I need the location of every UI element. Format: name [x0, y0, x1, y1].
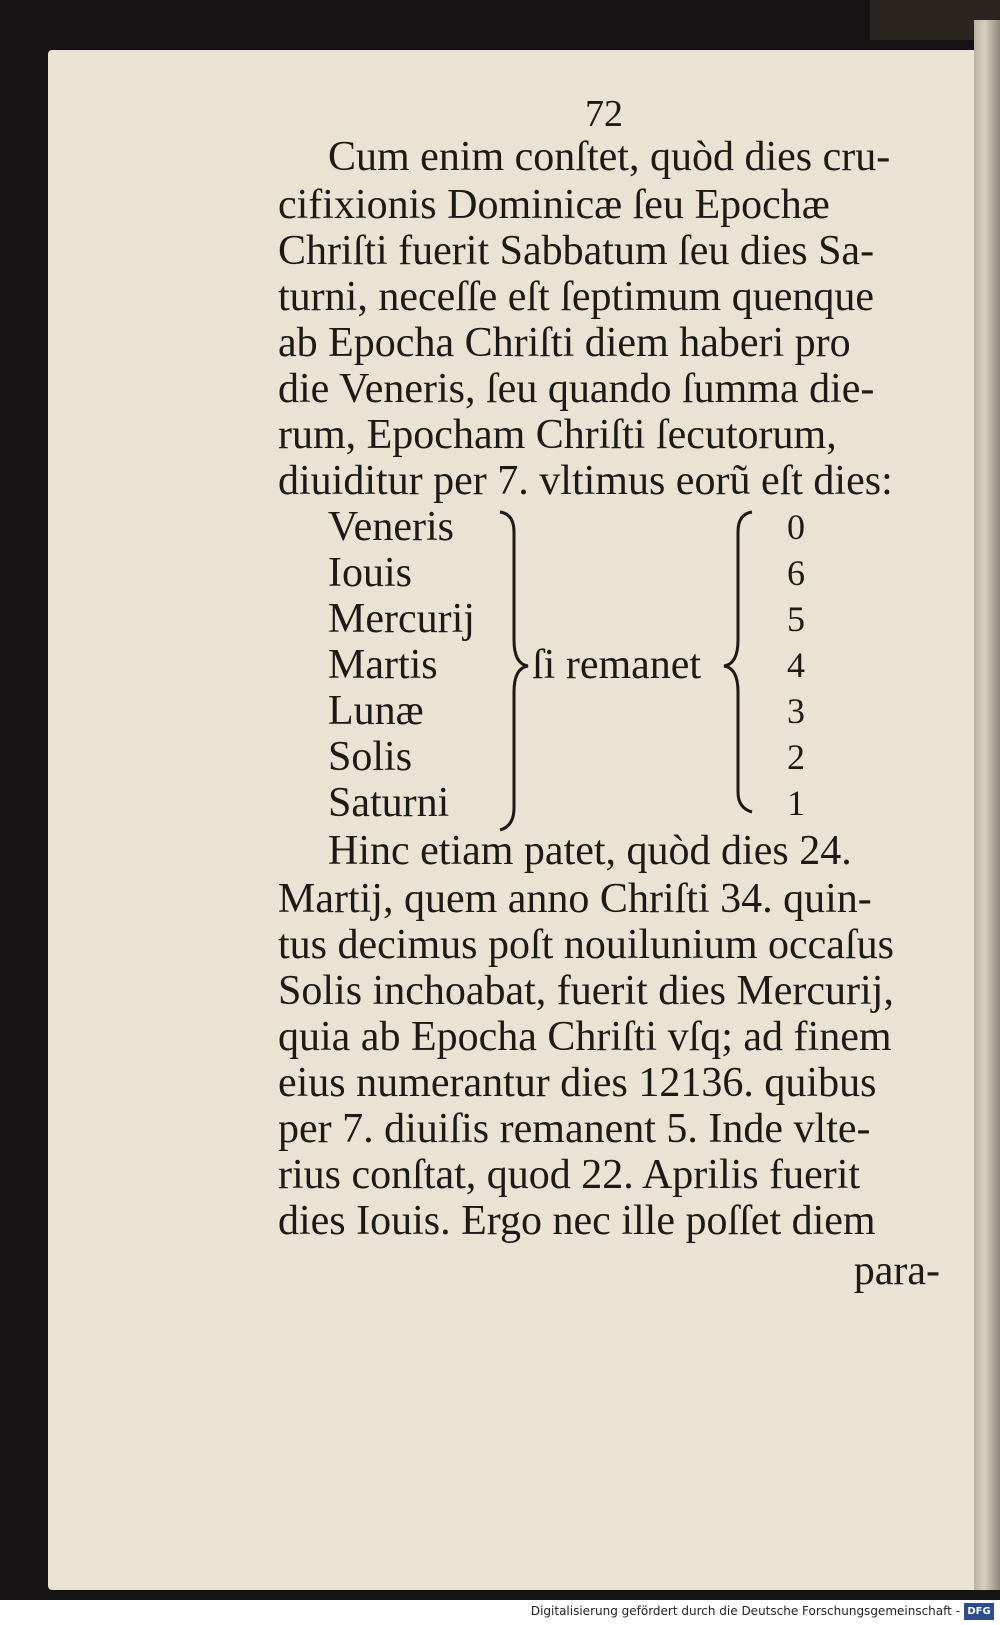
- page-number: 72: [585, 93, 623, 135]
- remainder-number: 6: [787, 553, 805, 593]
- remainder-number: 3: [787, 691, 805, 731]
- text-line: per 7. diuiſis remanent 5. Inde vlte-: [278, 1106, 871, 1152]
- remainder-label: ſi remanet: [532, 642, 702, 688]
- text-line: Solis inchoabat, fuerit dies Mercurij,: [278, 968, 894, 1014]
- text-line: quia ab Epocha Chriſti vſq; ad finem: [278, 1014, 892, 1060]
- remainder-number: 4: [787, 645, 805, 685]
- text-line: Cum enim conſtet, quòd dies cru-: [328, 134, 891, 180]
- day-name: Solis: [328, 734, 413, 780]
- text-line: tus decimus poſt nouilunium occaſus: [278, 922, 894, 968]
- text-line: ab Epocha Chriſti diem haberi pro: [278, 320, 851, 366]
- remainder-number: 0: [787, 507, 805, 547]
- right-brace: [724, 512, 752, 812]
- footer-credit: Digitalisierung gefördert durch die Deutsche Forschungsgemeinschaft -: [530, 1604, 960, 1618]
- text-line: rius conſtat, quod 22. Aprilis fuerit: [278, 1152, 861, 1198]
- day-name: Lunæ: [328, 688, 424, 734]
- day-name: Veneris: [328, 504, 454, 550]
- text-line: turni, neceſſe eſt ſeptimum quenque: [278, 274, 874, 320]
- remainder-number: 2: [787, 737, 805, 777]
- day-name: Saturni: [328, 780, 450, 826]
- remainder-number: 1: [787, 783, 805, 823]
- day-name: Iouis: [328, 550, 412, 596]
- catchword: para-: [853, 1248, 940, 1294]
- text-line: rum, Epocham Chriſti ſecutorum,: [278, 412, 837, 458]
- day-name: Mercurij: [328, 596, 475, 642]
- remainder-number: 5: [787, 599, 805, 639]
- text-line: dies Iouis. Ergo nec ille poſſet diem: [278, 1198, 876, 1244]
- text-line: Chriſti fuerit Sabbatum ſeu dies Sa-: [278, 228, 875, 274]
- dfg-logo: DFG: [964, 1603, 994, 1620]
- text-line: diuiditur per 7. vltimus eorũ eſt dies:: [278, 458, 893, 504]
- left-brace: [500, 512, 528, 830]
- text-line: die Veneris, ſeu quando ſumma die-: [278, 366, 875, 412]
- text-line: Martij, quem anno Chriſti 34. quin-: [278, 876, 872, 922]
- day-name: Martis: [328, 642, 438, 688]
- text-line: cifixionis Dominicæ ſeu Epochæ: [278, 182, 830, 228]
- footer-bar: [0, 1600, 1000, 1625]
- text-line: Hinc etiam patet, quòd dies 24.: [328, 828, 852, 874]
- text-line: eius numerantur dies 12136. quibus: [278, 1060, 877, 1106]
